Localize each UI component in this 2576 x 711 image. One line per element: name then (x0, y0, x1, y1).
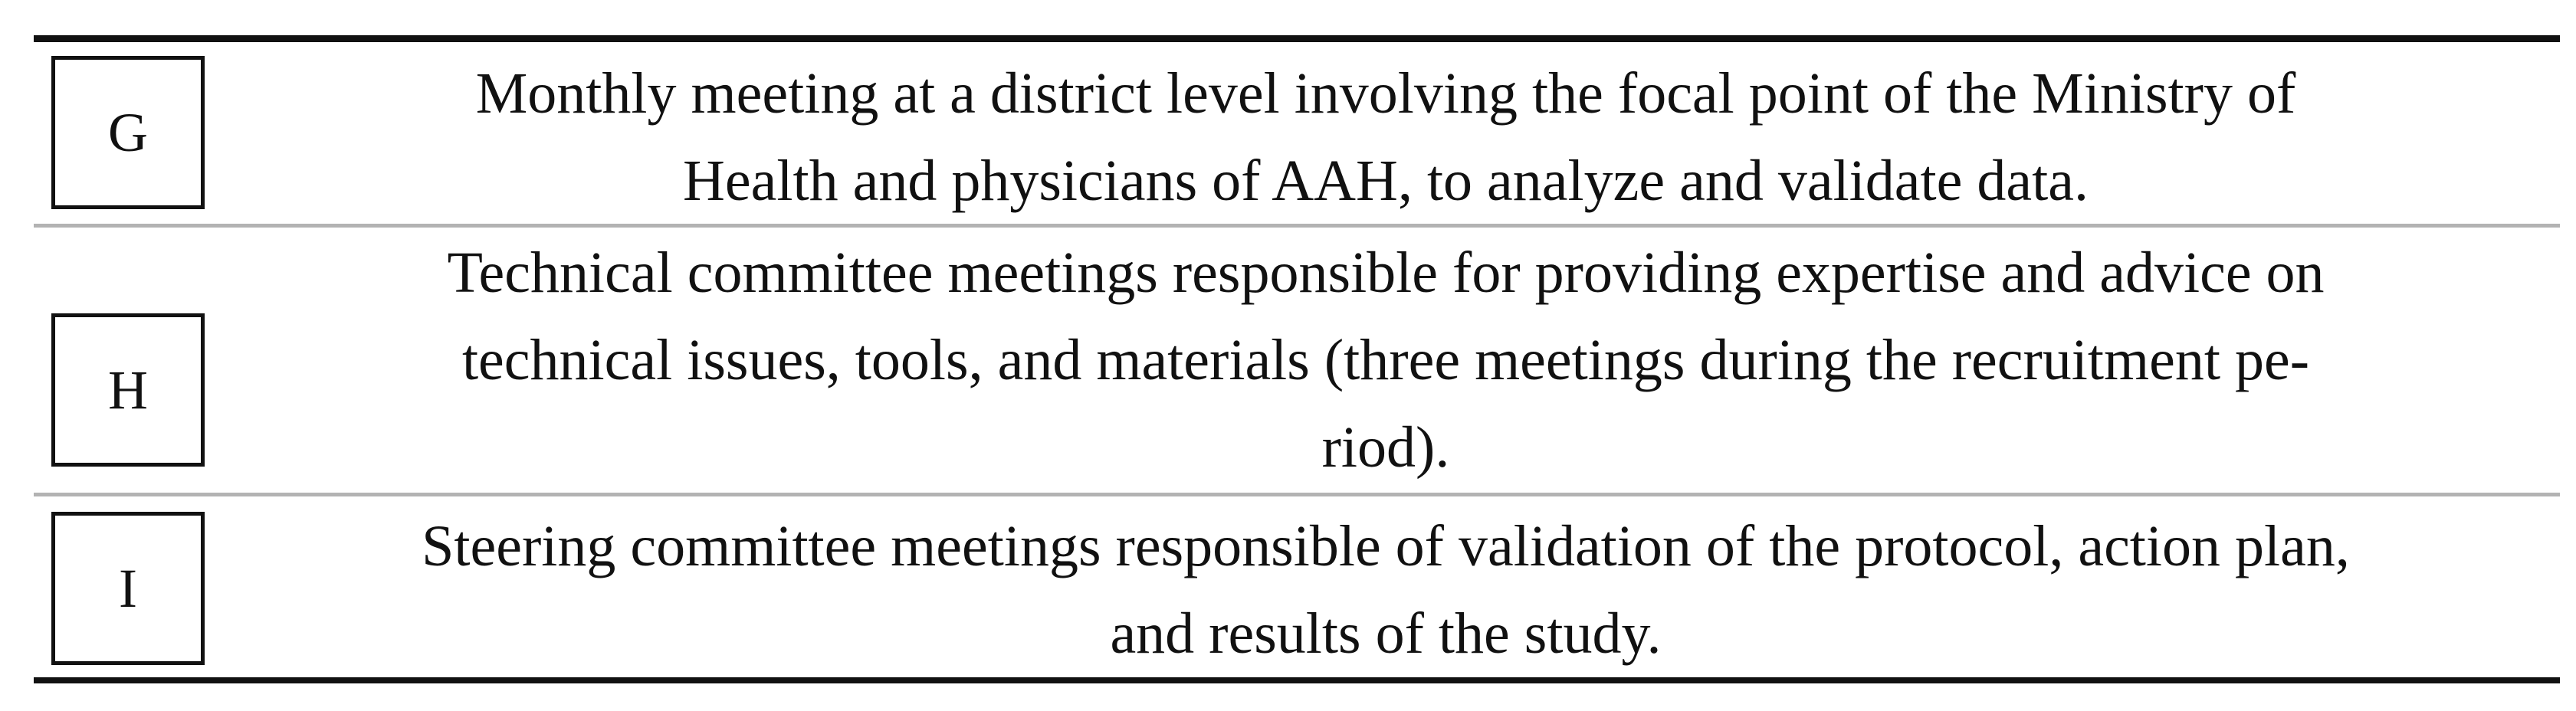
row-label-box: I (51, 512, 205, 665)
description-line: Monthly meeting at a district level involving the focal point of the Ministry of (475, 61, 2296, 126)
table-bottom-rule (34, 677, 2560, 683)
row-label-box: H (51, 313, 205, 467)
activities-table (34, 35, 2560, 683)
table-top-rule (34, 35, 2560, 42)
description-line: Steering committee meetings responsible of validation of the protocol, action plan, (422, 514, 2350, 578)
row-description (212, 503, 2560, 677)
row-description (212, 50, 2560, 224)
description-line: Health and physicians of AAH, to analyze and validate data. (683, 149, 2089, 213)
description-line: technical issues, tools, and materials (three meetings during the recruitment pe- (461, 328, 2310, 392)
table-row-i (34, 496, 2560, 677)
description-line: and results of the study. (1110, 601, 1662, 666)
description-line: Technical committee meetings responsible for providing expertise and advice on (447, 241, 2325, 305)
table-row-h (34, 228, 2560, 493)
row-description (212, 229, 2560, 491)
table-row-g (34, 42, 2560, 224)
row-label-box: G (51, 56, 205, 209)
description-line: riod). (1321, 415, 1450, 480)
